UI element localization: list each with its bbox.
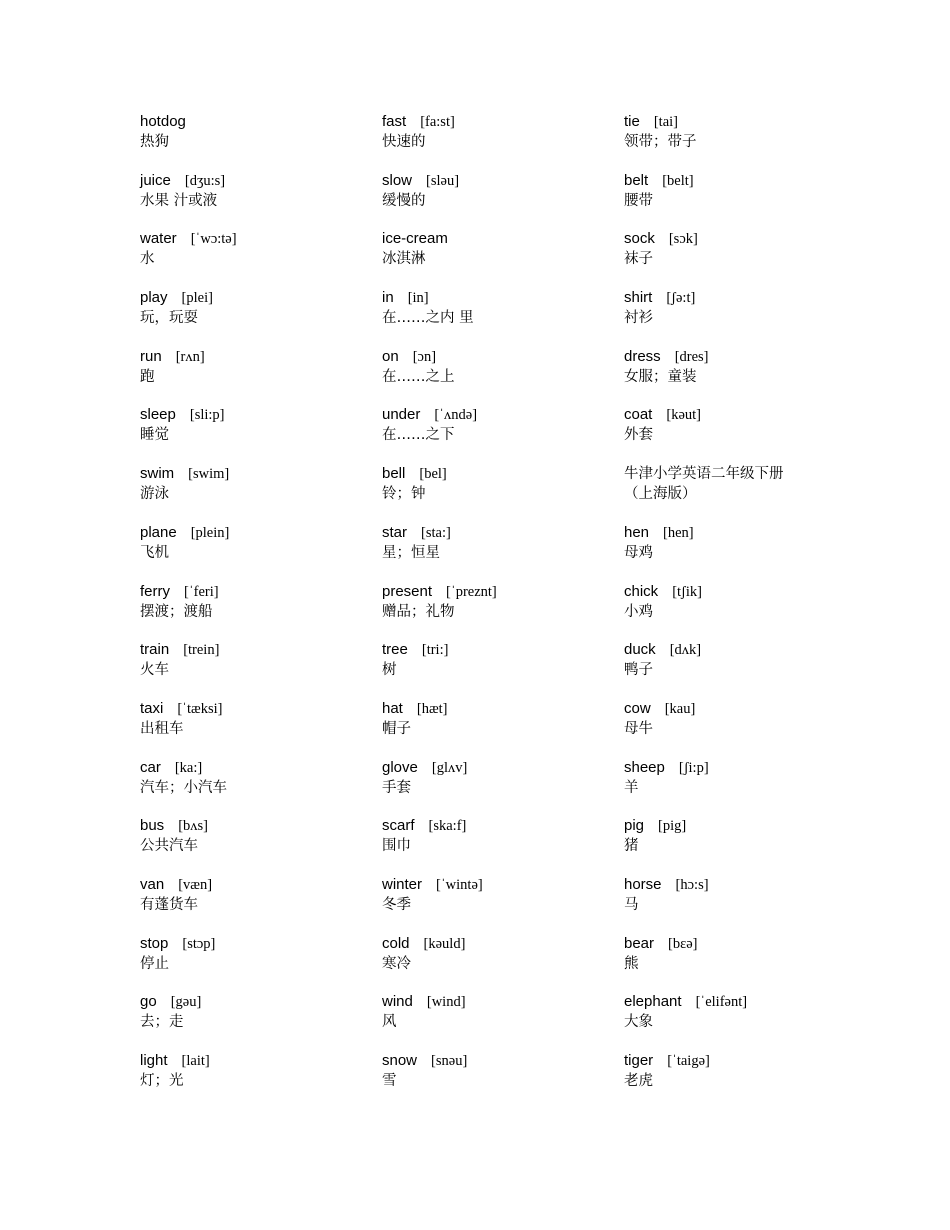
vocab-phonetic: [plei] — [181, 290, 213, 307]
vocab-word: ferry — [140, 582, 170, 600]
vocab-phonetic: [rʌn] — [175, 348, 205, 365]
vocab-word: ice-cream — [382, 230, 448, 248]
vocab-phonetic: [hɔ:s] — [675, 876, 709, 893]
vocab-word: bus — [140, 817, 165, 835]
vocab-meaning: 出租车 — [140, 720, 184, 737]
vocab-word: cold — [382, 934, 410, 952]
vocab-entry — [624, 288, 864, 347]
vocab-entry — [140, 934, 370, 993]
vocab-entry — [382, 875, 612, 934]
vocab-entry — [140, 405, 370, 464]
vocab-meaning: 冬季 — [382, 896, 411, 913]
vocab-word: light — [140, 1052, 168, 1069]
vocab-entry — [382, 1051, 612, 1110]
vocab-entry — [140, 992, 370, 1051]
vocab-meaning: 寒冷 — [382, 955, 411, 972]
vocab-entry-header — [140, 816, 370, 836]
vocab-entry-header — [382, 640, 612, 660]
vocab-word: elephant — [624, 993, 682, 1011]
vocab-entry — [382, 992, 612, 1051]
vocab-entry — [140, 464, 370, 523]
vocab-entry-header — [140, 171, 370, 191]
vocab-phonetic: [ka:] — [174, 759, 203, 776]
vocab-word: under — [382, 406, 421, 424]
vocab-phonetic: [ˈwɔ:tə] — [190, 231, 237, 248]
vocab-phonetic: [glʌv] — [431, 759, 468, 776]
vocab-meaning: 睡觉 — [140, 427, 169, 444]
vocab-word: cow — [624, 699, 651, 717]
vocab-entry — [140, 816, 370, 875]
vocab-word: hen — [624, 523, 650, 541]
vocab-phonetic: [sta:] — [421, 524, 451, 541]
vocab-entry — [140, 288, 370, 347]
vocab-entry-header — [624, 1051, 864, 1071]
vocab-entry — [140, 347, 370, 406]
vocab-entry-header — [382, 934, 612, 954]
vocab-meaning: 猪 — [624, 838, 639, 855]
vocab-meaning: 飞机 — [140, 544, 169, 561]
vocab-meaning: 熊 — [624, 955, 639, 972]
vocab-entry — [624, 934, 864, 993]
vocab-phonetic: [sləu] — [426, 172, 460, 189]
vocab-word: scarf — [382, 817, 415, 835]
vocab-word: belt — [624, 171, 649, 189]
vocab-phonetic: [bɛə] — [668, 935, 698, 952]
vocab-meaning: 跑 — [140, 368, 155, 385]
vocab-phonetic: [wind] — [426, 994, 466, 1011]
vocab-meaning: 冰淇淋 — [382, 251, 426, 268]
vocab-meaning: 女服；童装 — [624, 368, 697, 385]
vocab-entry-header — [140, 758, 370, 778]
vocab-entry-header — [624, 523, 864, 543]
vocab-phonetic: [ˈtæksi] — [177, 700, 223, 717]
vocab-phonetic: [pig] — [658, 818, 687, 835]
vocab-entry-header — [624, 347, 864, 367]
vocab-phonetic: [ʃə:t] — [666, 290, 696, 307]
vocab-phonetic: [ska:f] — [428, 818, 467, 835]
vocab-entry-header — [140, 934, 370, 954]
vocab-entry — [624, 112, 864, 171]
vocab-entry-header — [140, 992, 370, 1012]
vocab-meaning: 大象 — [624, 1014, 653, 1031]
vocab-entry-header — [140, 699, 370, 719]
vocab-word: wind — [382, 993, 413, 1011]
vocab-entry — [382, 582, 612, 641]
vocab-entry-header — [624, 992, 864, 1012]
vocab-entry-header — [382, 699, 612, 719]
vocab-column-1 — [140, 112, 370, 1110]
vocab-entry-header — [624, 758, 864, 778]
vocab-meaning: 衬衫 — [624, 310, 653, 327]
vocab-phonetic: [ˈelifənt] — [695, 994, 748, 1011]
vocab-word: sheep — [624, 758, 665, 776]
vocab-entry — [140, 640, 370, 699]
vocab-phonetic: [lait] — [181, 1053, 210, 1069]
vocab-entry-header — [140, 112, 370, 132]
vocab-entry — [624, 582, 864, 641]
vocab-phonetic: [væn] — [178, 876, 213, 893]
vocab-meaning: 手套 — [382, 779, 411, 796]
vocab-phonetic: [tai] — [653, 114, 678, 130]
vocab-word: coat — [624, 406, 653, 424]
vocab-meaning: 围巾 — [382, 838, 411, 855]
vocab-entry-header — [624, 875, 864, 895]
vocab-word: glove — [382, 758, 418, 776]
vocab-word: water — [140, 230, 177, 248]
vocab-phonetic: [in] — [407, 290, 429, 307]
vocab-entry — [382, 171, 612, 230]
vocab-meaning: 水 — [140, 251, 155, 268]
vocab-entry — [624, 1051, 864, 1110]
vocab-entry-header — [140, 229, 370, 249]
vocab-meaning: 袜子 — [624, 251, 653, 268]
vocab-entry-header — [624, 405, 864, 425]
vocab-phonetic: [ɔn] — [412, 348, 437, 365]
vocab-entry — [382, 816, 612, 875]
vocab-word: dress — [624, 347, 661, 365]
vocab-meaning: 雪 — [382, 1073, 397, 1089]
vocab-word: chick — [624, 582, 659, 600]
vocab-entry — [140, 699, 370, 758]
vocab-entry-header — [382, 523, 612, 543]
vocab-word: go — [140, 993, 157, 1011]
vocab-word: bear — [624, 934, 655, 952]
vocab-word: plane — [140, 523, 177, 541]
vocab-word: swim — [140, 465, 175, 483]
vocab-column-2 — [382, 112, 612, 1110]
vocab-entry — [140, 229, 370, 288]
vocab-word: hotdog — [140, 113, 186, 130]
vocab-entry — [624, 758, 864, 817]
vocab-entry — [624, 875, 864, 934]
vocab-phonetic: [tri:] — [421, 642, 449, 659]
vocab-entry-header — [624, 112, 864, 132]
vocab-phonetic: [hen] — [663, 524, 694, 541]
vocab-phonetic: [kəuld] — [423, 935, 466, 952]
vocab-meaning: 摆渡；渡船 — [140, 603, 213, 620]
vocab-entry — [624, 405, 864, 464]
vocab-meaning: 火车 — [140, 662, 169, 679]
vocab-word: van — [140, 875, 165, 893]
vocab-entry-header — [382, 816, 612, 836]
vocab-word: snow — [382, 1052, 418, 1069]
vocab-entry — [624, 699, 864, 758]
vocab-meaning: 赠品；礼物 — [382, 603, 455, 620]
vocab-entry — [382, 934, 612, 993]
vocab-meaning: 风 — [382, 1014, 397, 1031]
vocab-word: tiger — [624, 1052, 654, 1069]
vocab-word: tree — [382, 641, 408, 659]
vocab-word: run — [140, 347, 162, 365]
vocab-phonetic: [ˈwintə] — [436, 876, 483, 893]
vocab-entry — [382, 112, 612, 171]
vocab-phonetic: [dʒu:s] — [184, 172, 226, 189]
vocab-phonetic: [ˈferi] — [184, 583, 219, 600]
vocab-entry — [624, 816, 864, 875]
vocab-entry — [382, 758, 612, 817]
vocab-phonetic: [tʃik] — [672, 583, 702, 600]
vocab-entry — [140, 758, 370, 817]
vocab-entry — [382, 288, 612, 347]
vocab-entry — [140, 171, 370, 230]
vocab-meaning: 星；恒星 — [382, 544, 440, 561]
vocab-phonetic: [gəu] — [170, 994, 202, 1011]
vocab-phonetic: [ˈʌndə] — [434, 407, 478, 424]
vocab-meaning: 鸭子 — [624, 662, 653, 679]
section-heading-line: 牛津小学英语二年级下册 — [624, 466, 784, 483]
vocab-meaning: 热狗 — [140, 134, 169, 150]
vocab-word: pig — [624, 817, 645, 835]
vocab-phonetic: [kau] — [664, 700, 696, 717]
vocab-word: shirt — [624, 289, 653, 307]
vocab-word: in — [382, 289, 394, 307]
vocab-meaning: 水果 汁或液 — [140, 192, 218, 209]
vocab-entry — [624, 229, 864, 288]
vocab-meaning: 停止 — [140, 955, 169, 972]
vocab-word: duck — [624, 641, 656, 659]
vocab-column-3 — [624, 112, 864, 1110]
vocab-entry — [382, 464, 612, 523]
vocab-word: on — [382, 347, 399, 365]
vocab-entry-header — [382, 582, 612, 602]
vocab-phonetic: [fa:st] — [420, 114, 455, 130]
vocab-phonetic: [dʌk] — [669, 642, 702, 659]
vocab-meaning: 缓慢的 — [382, 192, 426, 209]
vocab-word: sock — [624, 230, 655, 248]
vocab-meaning: 玩，玩耍 — [140, 310, 198, 327]
vocab-word: winter — [382, 875, 423, 893]
vocab-entry-header — [624, 229, 864, 249]
vocab-word: play — [140, 289, 168, 307]
vocab-entry-header — [140, 288, 370, 308]
vocab-phonetic: [ʃi:p] — [678, 759, 709, 776]
vocab-phonetic: [sli:p] — [189, 407, 225, 424]
vocab-phonetic: [bel] — [419, 466, 447, 483]
vocab-entry-header — [382, 1051, 612, 1071]
vocab-entry-header — [140, 875, 370, 895]
vocab-phonetic: [ˈtaigə] — [667, 1053, 710, 1069]
section-heading-line: （上海版） — [624, 486, 697, 503]
vocab-entry-header — [382, 171, 612, 191]
vocab-entry-header — [382, 288, 612, 308]
vocab-word: train — [140, 641, 170, 659]
vocab-meaning: 腰带 — [624, 192, 653, 209]
vocab-entry — [140, 112, 370, 171]
vocab-entry-header — [382, 229, 612, 249]
vocab-word: present — [382, 582, 433, 600]
vocab-entry-header — [140, 640, 370, 660]
vocab-phonetic: [snəu] — [431, 1053, 468, 1069]
vocab-entry — [140, 582, 370, 641]
vocab-meaning: 马 — [624, 896, 639, 913]
vocab-entry — [624, 347, 864, 406]
vocab-entry-header — [382, 112, 612, 132]
vocab-entry-header — [140, 464, 370, 484]
vocab-meaning: 去；走 — [140, 1014, 184, 1031]
vocab-entry — [382, 523, 612, 582]
vocab-phonetic: [dres] — [674, 348, 709, 365]
vocab-entry — [382, 347, 612, 406]
vocab-entry-header — [140, 1051, 370, 1071]
vocab-word: taxi — [140, 699, 164, 717]
vocab-word: slow — [382, 171, 413, 189]
vocab-word: juice — [140, 171, 171, 189]
vocab-meaning: 快速的 — [382, 134, 426, 150]
vocab-entry-header — [382, 405, 612, 425]
vocab-phonetic: [bʌs] — [178, 818, 208, 835]
vocab-meaning: 在……之上 — [382, 368, 455, 385]
vocab-entry-header — [382, 992, 612, 1012]
vocab-meaning: 羊 — [624, 779, 639, 796]
vocab-entry — [624, 171, 864, 230]
vocab-entry — [382, 405, 612, 464]
vocab-word: stop — [140, 934, 169, 952]
vocab-entry — [140, 1051, 370, 1110]
vocab-meaning: 母鸡 — [624, 544, 653, 561]
vocab-entry-header — [624, 582, 864, 602]
vocab-phonetic: [sɔk] — [668, 231, 698, 248]
vocab-meaning: 公共汽车 — [140, 838, 198, 855]
vocab-meaning: 在……之下 — [382, 427, 455, 444]
vocab-entry — [624, 992, 864, 1051]
vocab-entry-header — [624, 699, 864, 719]
vocab-meaning: 老虎 — [624, 1073, 653, 1089]
vocab-entry — [382, 229, 612, 288]
vocab-phonetic: [trein] — [183, 642, 220, 659]
vocab-meaning: 在……之内 里 — [382, 310, 474, 327]
vocab-phonetic: [belt] — [662, 172, 694, 189]
vocab-entry-header — [624, 934, 864, 954]
vocab-word: star — [382, 523, 408, 541]
vocab-meaning: 树 — [382, 662, 397, 679]
vocab-entry — [382, 640, 612, 699]
vocab-entry — [624, 640, 864, 699]
vocab-meaning: 游泳 — [140, 486, 169, 503]
vocab-word: hat — [382, 699, 403, 717]
vocab-meaning: 领带；带子 — [624, 134, 697, 150]
vocab-word: tie — [624, 113, 640, 130]
vocab-entry — [382, 699, 612, 758]
vocab-entry — [140, 523, 370, 582]
vocab-meaning: 铃；钟 — [382, 486, 426, 503]
vocab-meaning: 有蓬货车 — [140, 896, 198, 913]
vocab-phonetic: [plein] — [190, 524, 230, 541]
vocab-meaning: 汽车；小汽车 — [140, 779, 227, 796]
vocab-meaning: 灯；光 — [140, 1073, 184, 1089]
vocab-word: horse — [624, 875, 662, 893]
vocab-word: fast — [382, 113, 407, 130]
vocab-phonetic: [stɔp] — [182, 935, 216, 952]
vocab-entry-header — [624, 816, 864, 836]
vocab-entry-header — [382, 347, 612, 367]
vocab-entry-header — [382, 758, 612, 778]
vocab-entry-header — [140, 405, 370, 425]
vocab-entry-header — [140, 347, 370, 367]
vocab-entry-header — [624, 171, 864, 191]
vocab-entry-header — [140, 523, 370, 543]
vocab-word: car — [140, 758, 161, 776]
vocab-meaning: 小鸡 — [624, 603, 653, 620]
vocab-phonetic: [hæt] — [416, 700, 448, 717]
vocab-word: bell — [382, 465, 406, 483]
vocab-meaning: 母牛 — [624, 720, 653, 737]
vocab-phonetic: [ˈpreznt] — [446, 583, 497, 600]
vocab-entry-header — [624, 288, 864, 308]
vocab-meaning: 帽子 — [382, 720, 411, 737]
vocab-entry — [140, 875, 370, 934]
vocab-word: sleep — [140, 406, 176, 424]
section-heading — [624, 464, 864, 523]
vocab-meaning: 外套 — [624, 427, 653, 444]
vocab-entry-header — [382, 464, 612, 484]
vocab-entry-header — [624, 640, 864, 660]
vocab-entry-header — [140, 582, 370, 602]
vocab-phonetic: [kəut] — [666, 407, 701, 424]
vocab-entry-header — [382, 875, 612, 895]
vocab-phonetic: [swim] — [188, 466, 230, 483]
vocab-entry — [624, 523, 864, 582]
